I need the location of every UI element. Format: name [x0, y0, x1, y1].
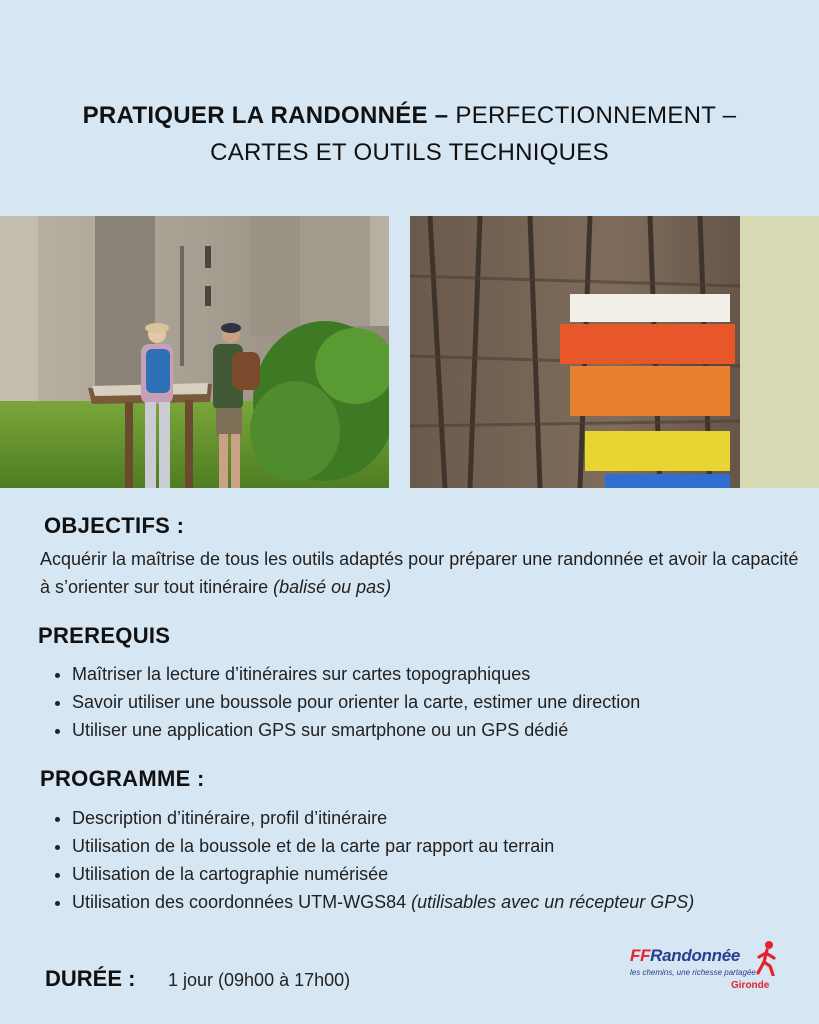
logo-ff: FF: [630, 946, 651, 965]
hiker-icon: [754, 940, 780, 976]
logo-region: Gironde: [731, 980, 770, 991]
list-item: • Utilisation de la cartographie numérisée: [72, 860, 819, 888]
logo-brand: [630, 946, 740, 966]
photo-waymark-on-tree: [410, 216, 819, 488]
objectifs-text: [40, 545, 810, 601]
duree-value: 1 jour (09h00 à 17h00): [168, 970, 351, 990]
objectifs-heading: OBJECTIFS :: [44, 513, 185, 538]
programme-heading: PROGRAMME :: [40, 766, 205, 791]
programme-list: [40, 804, 819, 916]
title-bold: PRATIQUER LA RANDONNÉE –: [82, 102, 449, 129]
ffrandonnee-logo: [628, 940, 788, 996]
photo-hikers-at-church: [0, 216, 389, 488]
objectifs-italic: (balisé ou pas): [273, 577, 392, 597]
prerequis-list: [40, 660, 819, 744]
objectifs-body: Acquérir la maîtrise de tous les outils adaptés pour préparer une randonnée et avoir la capacité à s’orienter sur tout itinéraire: [40, 549, 799, 597]
list-item: • Description d’itinéraire, profil d’itinéraire: [72, 804, 819, 832]
list-item: [72, 888, 819, 916]
list-item: • Utilisation de la boussole et de la carte par rapport au terrain: [72, 832, 819, 860]
title-line2: CARTES ET OUTILS TECHNIQUES: [210, 139, 609, 166]
prerequis-heading: PREREQUIS: [38, 623, 171, 648]
list-item: • Utiliser une application GPS sur smartphone ou un GPS dédié: [72, 716, 819, 744]
page-title: [0, 97, 819, 171]
list-item: • Savoir utiliser une boussole pour orienter la carte, estimer une direction: [72, 688, 819, 716]
list-item-text: Utilisation des coordonnées UTM-WGS84: [72, 892, 412, 912]
title-rest: PERFECTIONNEMENT –: [448, 102, 737, 129]
list-item-italic: (utilisables avec un récepteur GPS): [411, 892, 695, 912]
logo-tagline: les chemins, une richesse partagée: [630, 968, 756, 977]
duree-label: DURÉE :: [45, 966, 136, 991]
logo-brand-name: Randonnée: [650, 946, 741, 965]
list-item: • Maîtriser la lecture d’itinéraires sur cartes topographiques: [72, 660, 819, 688]
